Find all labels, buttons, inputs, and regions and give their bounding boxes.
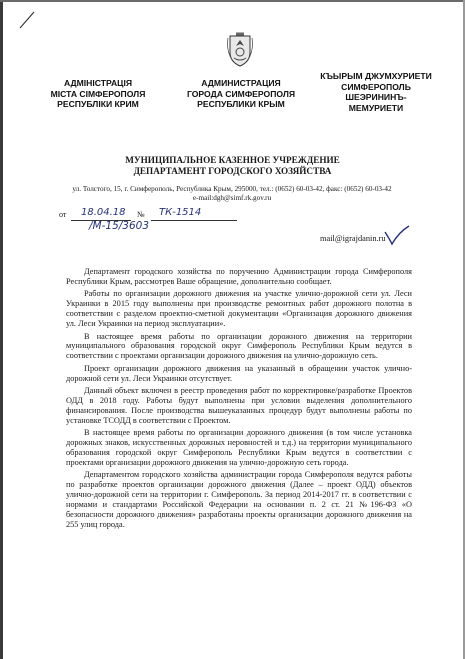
- organization-title: [60, 155, 405, 177]
- handwritten-incoming-number: /М-15/3603: [89, 220, 150, 232]
- address-line: ул. Толстого, 15, г. Симферополь, Республика Крым, 295000, тел.: (0652) 60-03-42, факс: (0652) 60-03-42: [72, 185, 392, 193]
- header-line: АДМІНІСТРАЦІЯ: [63, 78, 133, 88]
- handwritten-number: ТК-1514: [159, 207, 202, 218]
- body-paragraph: Департамент городского хозяйства по поручению Администрации города Симферополя Республики Крым, рассмотрев Ваше обращение, дополнительно сообщает.: [66, 267, 412, 286]
- scan-edge: [0, 0, 3, 659]
- pen-stroke-mark: [18, 8, 38, 30]
- header-line: АДМИНИСТРАЦИЯ: [201, 78, 281, 88]
- body-paragraph: Департаментом городского хозяйства администрации города Симферополя ведутся работы по разработке проектов организации дорожного движения (Далее – проект ОДД) объектов улично-дорожной сети на территории г. Симферополь. За период 2014-2017 гг. в соответствии с нормами и стандартами Российской Федерации на основании п. 2 ст. 21 №196-ФЗ «О безопасности дорожного движения» разработаны проекты организации дорожного движения на 255 улиц города.: [66, 470, 412, 530]
- header-line: СИМФЕРОПОЛЬ: [341, 81, 411, 92]
- number-underline: [151, 220, 237, 221]
- header-russian: [180, 78, 302, 110]
- header-line: РЕСПУБЛІКИ КРИМ: [57, 99, 139, 109]
- header-line: КЪЫРЫМ ДЖУМХУРИЕТИ: [320, 71, 432, 81]
- contact-block: [52, 185, 412, 203]
- body-paragraph: Проект организации дорожного движения на указанный в обращении участок улично-дорожной сети ул. Леси Украинки отсутствует.: [66, 363, 412, 383]
- header-crimean-tatar: [316, 71, 436, 113]
- body-paragraph: Работы по организации дорожного движения на участке улично-дорожной сети ул. Леси Украинки в 2015 году выполнены при производстве ремонтных работ дорожного полотна в соответствии с разделом проектно-сметной документации «Организация дорожного движения ул. Леси Украинки на период эксплуатации».: [66, 289, 412, 329]
- crimea-coat-of-arms-icon: [226, 32, 254, 68]
- number-label: №: [137, 210, 145, 219]
- recipient-email: mail@igrajdanin.ru: [320, 234, 386, 243]
- header-line: ГОРОДА СИМФЕРОПОЛЯ: [186, 88, 296, 99]
- org-title-line: МУНИЦИПАЛЬНОЕ КАЗЕННОЕ УЧРЕЖДЕНИЕ: [125, 155, 340, 165]
- header-line: МІСТА СІМФЕРОПОЛЯ: [50, 88, 146, 99]
- from-label: от: [59, 210, 67, 219]
- header-line: РЕСПУБЛИКИ КРЫМ: [197, 99, 285, 109]
- header-ukrainian: [38, 78, 158, 110]
- body-paragraph: В настоящее время работы по организации дорожного движения (в том числе установка дорожных знаков, искусственных дорожных неровностей и т.д.) на территории муниципального образования городской округ Симферополь Республики Крым ведутся в соответствии с проектами организации дорожного движения на улично-дорожную сеть города.: [66, 428, 412, 468]
- handwritten-date: 18.04.18: [81, 207, 126, 218]
- handwritten-checkmark-icon: [383, 224, 411, 248]
- scan-edge: [0, 0, 465, 2]
- org-title-line: ДЕПАРТАМЕНТ ГОРОДСКОГО ХОЗЯЙСТВА: [133, 166, 332, 176]
- letter-body: [66, 267, 412, 530]
- header-line: ШЕЭРИНИНЪ-: [345, 92, 407, 102]
- body-paragraph: В настоящее время работы по организации дорожного движения на территории муниципального образования городской округ Симферополь Республики Крым ведутся в соответствии с проектами организации дорожного движения на улично-дорожную сеть.: [66, 331, 412, 361]
- email-line: e-mail:dgh@simf.rk.gov.ru: [192, 194, 272, 202]
- header-line: МЕМУРИЕТИ: [348, 102, 404, 113]
- body-paragraph: Данный объект включен в реестр проведения работ по корректировке/разработке Проектов ОДД в 2018 году. Работы будут выполнены при условии выделения дополнительного финансирования. После производства вышеуказанных процедур будут выполнены работы по установке ТСОДД в соответствии с Проектом.: [66, 386, 412, 425]
